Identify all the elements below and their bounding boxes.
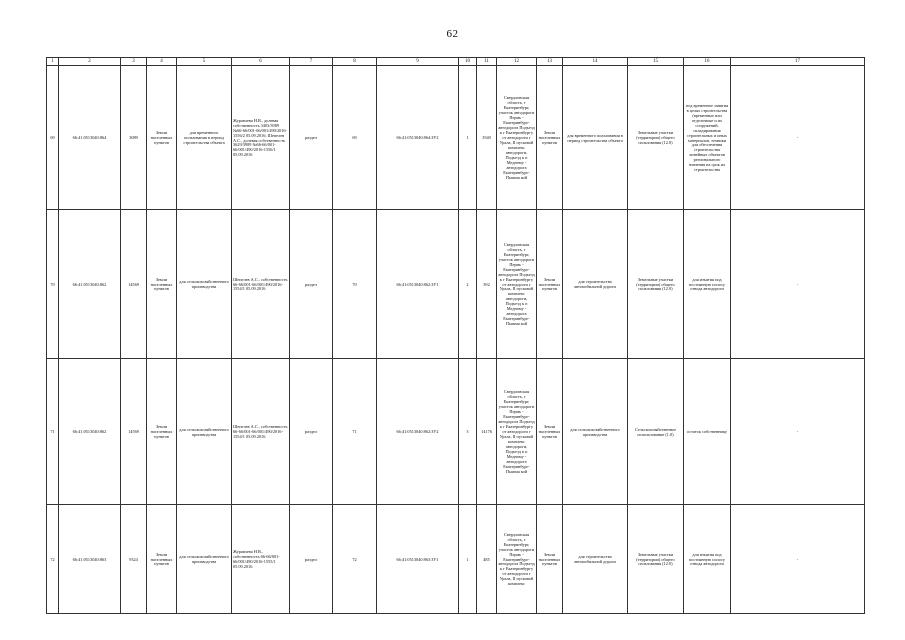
land-category: Земли населенных пунктов	[147, 505, 177, 614]
plot-index: 70	[333, 210, 377, 359]
formed-land-category: Земли населенных пунктов	[537, 66, 563, 210]
formation-method: раздел	[290, 505, 333, 614]
plot-address: Свердловская область, г Екатеринбург, участок автодороги Пермь - Екатеринбург-автодорога Подъезд к г Екатеринбургу от автодороги г Урала, II пусковой комплекс автодороги, Подъезд к п Медному - автодорога Екатеринбург-Пышма кой	[497, 210, 537, 359]
table-row	[47, 66, 865, 210]
page-number: 62	[446, 28, 459, 40]
formed-plot-number: 66:41:0513040:863:ЗУ1	[377, 505, 459, 614]
column-number-row	[47, 58, 865, 66]
permitted-use: для сельскохозяйственного производства	[177, 210, 232, 359]
use-classifier: Земельные участки (территории) общего пользования (12.0)	[628, 66, 684, 210]
column-number: 15	[628, 58, 684, 66]
permitted-use: для сельскохозяйственного производства	[177, 505, 232, 614]
use-classifier: Сельскохозяйственное использование (1.0)	[628, 359, 684, 505]
column-number: 11	[477, 58, 497, 66]
formation-method: раздел	[290, 359, 333, 505]
purpose-note: остаток собственнику	[684, 359, 731, 505]
remarks: -	[731, 505, 865, 614]
formed-land-category: Земли населенных пунктов	[537, 505, 563, 614]
formed-plot-area: 14176	[477, 359, 497, 505]
column-number: 4	[147, 58, 177, 66]
formed-plot-number: 66:41:0513040:862:ЗУ1	[377, 210, 459, 359]
ownership-rights: Журавлева Н.В., собственность 66-66/001-66/001/490/2016-1555/1 05.09.2016	[232, 505, 290, 614]
purpose-note: для изъятия под постоянную полосу отвода автодороги	[684, 210, 731, 359]
plot-area: 14569	[121, 210, 147, 359]
column-number: 3	[121, 58, 147, 66]
column-number: 17	[731, 58, 865, 66]
plot-sequence: 1	[459, 66, 477, 210]
column-number: 9	[377, 58, 459, 66]
remarks: -	[731, 359, 865, 505]
use-classifier: Земельные участки (территории) общего пользования (12.0)	[628, 505, 684, 614]
formed-plot-area: 392	[477, 210, 497, 359]
plot-sequence: 3	[459, 359, 477, 505]
column-number: 12	[497, 58, 537, 66]
plot-address: Свердловская область, г Екатеринбург, участок автодороги Пермь - Екатеринбург-автодорога Подъезд к г Екатеринбургу от автодороги г Урала, II пусковой комплекс автодороги, Подъезд к п Медному - автодорога Екатеринбург-Пышма кой	[497, 359, 537, 505]
plot-address: Свердловская область, г Екатеринбург, участок автодороги Пермь - Екатеринбург-автодорога Подъезд к г Екатеринбургу от автодороги г Урала, II пусковой комплекс автодороги, Подъезд к п Медному - автодорога Екатеринбург-Пышма кой	[497, 66, 537, 210]
plot-index: 72	[333, 505, 377, 614]
formed-permitted-use: для сельскохозяйственного производства	[563, 359, 628, 505]
row-number: 71	[47, 359, 59, 505]
column-number: 13	[537, 58, 563, 66]
row-number: 69	[47, 66, 59, 210]
formed-plot-area: 485	[477, 505, 497, 614]
ownership-rights: Журавлева Н.В., долевая собственность 3403/3989 №66-66/001-66/001/490/2016-1556/2 05.09.2016; Шепелев А.С., долевая собственность 3629/3989 №66-66/001-66/001/490/2016-1556/1 05.09.2016	[232, 66, 290, 210]
formed-plot-number: 66:41:0513040:862:ЗУ2	[377, 359, 459, 505]
formed-plot-number: 66:41:0513040:864:ЗУ2	[377, 66, 459, 210]
plot-address: Свердловская область, г Екатеринбург, участок автодороги Пермь - Екатеринбург-автодорога Подъезд к г Екатеринбургу от автодороги г Урала, II пусковой комплекс	[497, 505, 537, 614]
column-number: 1	[47, 58, 59, 66]
land-category: Земли населенных пунктов	[147, 210, 177, 359]
formed-permitted-use: для временного пользования в период строительства объекта	[563, 66, 628, 210]
land-plot-table	[46, 57, 865, 614]
cadastral-number: 66:41:0513040:862	[59, 359, 121, 505]
column-number: 10	[459, 58, 477, 66]
purpose-note: под временное занятия в целях строительства (временные или отделочные и их сооружений, складирования строительных и иных материалов, техники для обеспечения строительства линейных объектов регионального значения на срок их строительства	[684, 66, 731, 210]
table-row	[47, 359, 865, 505]
cadastral-number: 66:41:0513040:862	[59, 210, 121, 359]
plot-area: 3089	[121, 66, 147, 210]
purpose-note: для изъятия под постоянную полосу отвода автодороги	[684, 505, 731, 614]
formed-land-category: Земли населенных пунктов	[537, 210, 563, 359]
ownership-rights: Шепелев А.С., собственность 66-66/001-66/001/490/2016-1554/1 05.09.2016	[232, 210, 290, 359]
column-number: 16	[684, 58, 731, 66]
plot-sequence: 1	[459, 505, 477, 614]
formed-permitted-use: для строительства автомобильной дороги	[563, 210, 628, 359]
row-number: 72	[47, 505, 59, 614]
cadastral-number: 66:41:0513040:864	[59, 66, 121, 210]
land-category: Земли населенных пунктов	[147, 66, 177, 210]
column-number: 14	[563, 58, 628, 66]
ownership-rights: Шепелев А.С., собственность 66-66/001-66/001/490/2016-1554/1 05.09.2016	[232, 359, 290, 505]
plot-area: 9324	[121, 505, 147, 614]
land-category: Земли населенных пунктов	[147, 359, 177, 505]
table-row	[47, 505, 865, 614]
cadastral-number: 66:41:0513040:863	[59, 505, 121, 614]
column-number: 8	[333, 58, 377, 66]
permitted-use: для сельскохозяйственного производства	[177, 359, 232, 505]
column-number: 6	[232, 58, 290, 66]
column-number: 7	[290, 58, 333, 66]
row-number: 70	[47, 210, 59, 359]
formed-land-category: Земли населенных пунктов	[537, 359, 563, 505]
table-row	[47, 210, 865, 359]
column-number: 2	[59, 58, 121, 66]
formed-plot-area: 3540	[477, 66, 497, 210]
permitted-use: для временного пользования в период строительства объекта	[177, 66, 232, 210]
remarks: -	[731, 66, 865, 210]
use-classifier: Земельные участки (территории) общего пользования (12.0)	[628, 210, 684, 359]
plot-area: 14569	[121, 359, 147, 505]
remarks: -	[731, 210, 865, 359]
plot-sequence: 2	[459, 210, 477, 359]
plot-index: 69	[333, 66, 377, 210]
formation-method: раздел	[290, 66, 333, 210]
formed-permitted-use: для строительства автомобильной дороги	[563, 505, 628, 614]
formation-method: раздел	[290, 210, 333, 359]
column-number: 5	[177, 58, 232, 66]
plot-index: 71	[333, 359, 377, 505]
